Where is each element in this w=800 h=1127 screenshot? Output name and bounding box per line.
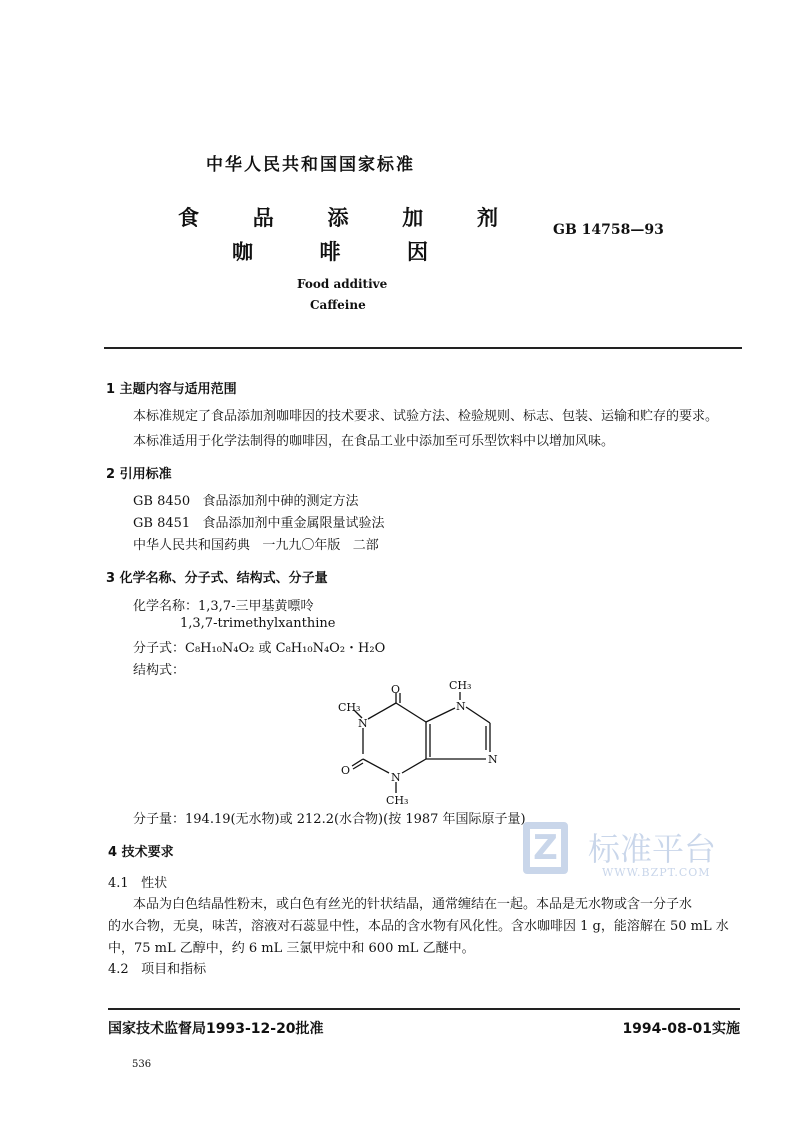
atom-oxygen: O <box>391 683 401 696</box>
methyl-group: CH₃ <box>449 679 472 692</box>
section-3-heading: 3 化学名称、分子式、结构式、分子量 <box>106 571 328 586</box>
section-4-1-heading: 4.1 性状 <box>108 876 168 891</box>
reference-item: GB 8450 食品添加剂中砷的测定方法 <box>133 494 359 509</box>
section-4-heading: 4 技术要求 <box>108 845 174 860</box>
atom-oxygen: O <box>341 764 351 777</box>
reference-item: 中华人民共和国药典 一九九〇年版 二部 <box>133 538 379 553</box>
standard-number: GB 14758—93 <box>553 222 664 238</box>
atom-nitrogen: N <box>358 717 368 730</box>
title-char: 因 <box>407 240 428 264</box>
approval-date: 国家技术监督局1993-12-20批准 <box>108 1021 324 1037</box>
watermark-text: 标准平台 <box>588 830 717 868</box>
formula-label: 分子式： <box>133 641 186 656</box>
title-char: 剂 <box>477 206 498 230</box>
section-1-heading: 1 主题内容与适用范围 <box>106 382 237 397</box>
paragraph-line: 的水合物，无臭，味苦，溶液对石蕊显中性，本品的含水物有风化性。含水咖啡因 1 g，能溶解在 50 mL 水 <box>108 919 729 934</box>
issuer: 中华人民共和国国家标准 <box>206 155 415 175</box>
atom-nitrogen: N <box>391 771 401 784</box>
methyl-group: CH₃ <box>386 794 409 807</box>
title-char: 食 <box>178 206 199 230</box>
methyl-group: CH₃ <box>338 701 361 714</box>
atom-nitrogen: N <box>456 700 466 713</box>
title-char: 添 <box>327 206 349 230</box>
watermark-logo: Z <box>523 822 568 874</box>
chemical-name: 化学名称：1,3,7-三甲基黄嘌呤 <box>133 599 314 614</box>
paragraph: 本标准规定了食品添加剂咖啡因的技术要求、试验方法、检验规则、标志、包装、运输和贮存的要求。 <box>133 409 719 424</box>
section-4-2-heading: 4.2 项目和指标 <box>108 962 207 977</box>
paragraph: 本标准适用于化学法制得的咖啡因，在食品工业中添加至可乐型饮料中以增加风味。 <box>133 434 615 449</box>
title-char: 啡 <box>319 240 341 264</box>
title-char: 品 <box>252 206 274 230</box>
english-title-1: Food additive <box>297 277 388 291</box>
english-title-2: Caffeine <box>310 298 366 312</box>
watermark-url: WWW.BZPT.COM <box>602 866 711 879</box>
chemical-name-en: 1,3,7-trimethylxanthine <box>180 616 336 631</box>
structure-label: 结构式： <box>133 663 186 678</box>
paragraph-line: 中，75 mL 乙醇中，约 6 mL 三氯甲烷中和 600 mL 乙醚中。 <box>108 941 475 956</box>
molecular-weight: 分子量：194.19(无水物)或 212.2(水合物)(按 1987 年国际原子量) <box>133 812 526 827</box>
title-char: 加 <box>402 206 424 230</box>
formula-value: C₈H₁₀N₄O₂ 或 C₈H₁₀N₄O₂・H₂O <box>185 641 386 656</box>
atom-nitrogen: N <box>488 753 498 766</box>
page-number: 536 <box>132 1059 152 1070</box>
effective-date: 1994-08-01实施 <box>622 1021 740 1037</box>
footer-rule <box>108 1008 740 1010</box>
reference-item: GB 8451 食品添加剂中重金属限量试验法 <box>133 516 385 531</box>
paragraph-line: 本品为白色结晶性粉末，或白色有丝光的针状结晶，通常缠结在一起。本品是无水物或含一分子水 <box>133 897 693 912</box>
section-2-heading: 2 引用标准 <box>106 467 172 482</box>
title-char: 咖 <box>232 240 253 264</box>
